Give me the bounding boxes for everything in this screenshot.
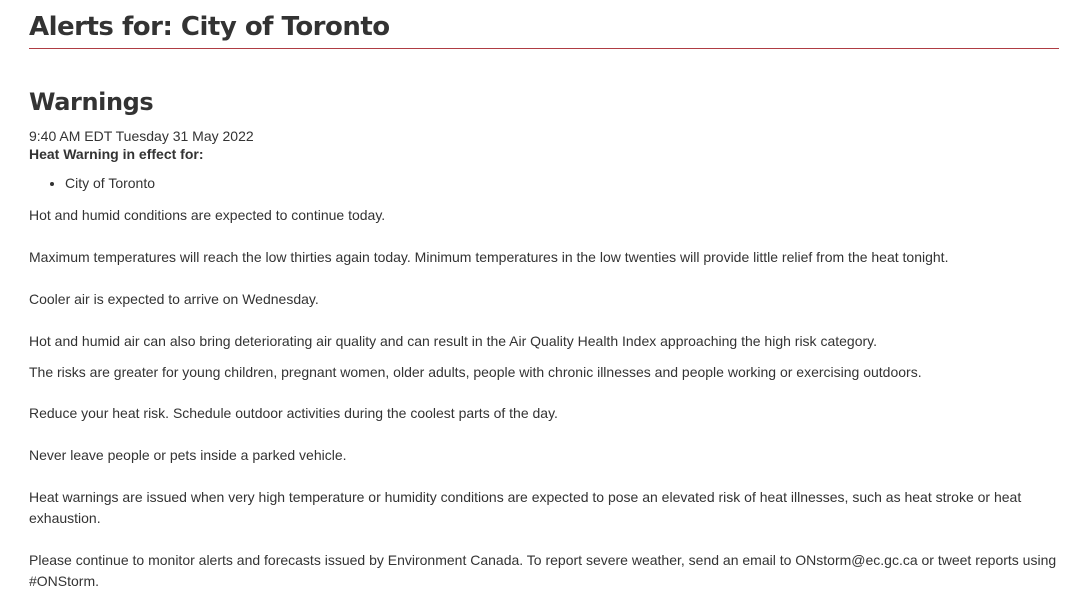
- alerts-page: [29, 0, 1059, 592]
- issued-timestamp: 9:40 AM EDT Tuesday 31 May 2022: [29, 128, 254, 144]
- warning-body: [29, 205, 1059, 592]
- warning-paragraph: Never leave people or pets inside a parked vehicle.: [29, 447, 347, 463]
- region-list-item: • City of Toronto: [65, 175, 1059, 192]
- warning-paragraph: Cooler air is expected to arrive on Wednesday.: [29, 291, 319, 307]
- warning-paragraph: Hot and humid air can also bring deteriorating air quality and can result in the Air Quality Health Index approaching the high risk category.: [29, 333, 877, 349]
- warnings-section: [29, 87, 1059, 592]
- warnings-heading: Warnings: [29, 88, 154, 116]
- page-title: Alerts for: City of Toronto: [29, 0, 1059, 49]
- warning-paragraph: The risks are greater for young children, pregnant women, older adults, people with chronic illnesses and people working or exercising outdoors.: [29, 364, 922, 380]
- warning-paragraph: Please continue to monitor alerts and forecasts issued by Environment Canada. To report severe weather, send an email to ONstorm@ec.gc.ca or tweet reports using #ONStorm.: [29, 552, 1057, 589]
- region-list: [29, 175, 1059, 192]
- warning-paragraph: Maximum temperatures will reach the low thirties again today. Minimum temperatures in the low twenties will provide little relief from the heat tonight.: [29, 249, 949, 265]
- warning-title: Heat Warning in effect for:: [29, 146, 204, 162]
- warning-paragraph: Heat warnings are issued when very high temperature or humidity conditions are expected to pose an elevated risk of heat illnesses, such as heat stroke or heat exhaustion.: [29, 489, 1022, 526]
- warning-paragraph: Reduce your heat risk. Schedule outdoor activities during the coolest parts of the day.: [29, 405, 558, 421]
- warning-paragraph: Hot and humid conditions are expected to continue today.: [29, 207, 386, 223]
